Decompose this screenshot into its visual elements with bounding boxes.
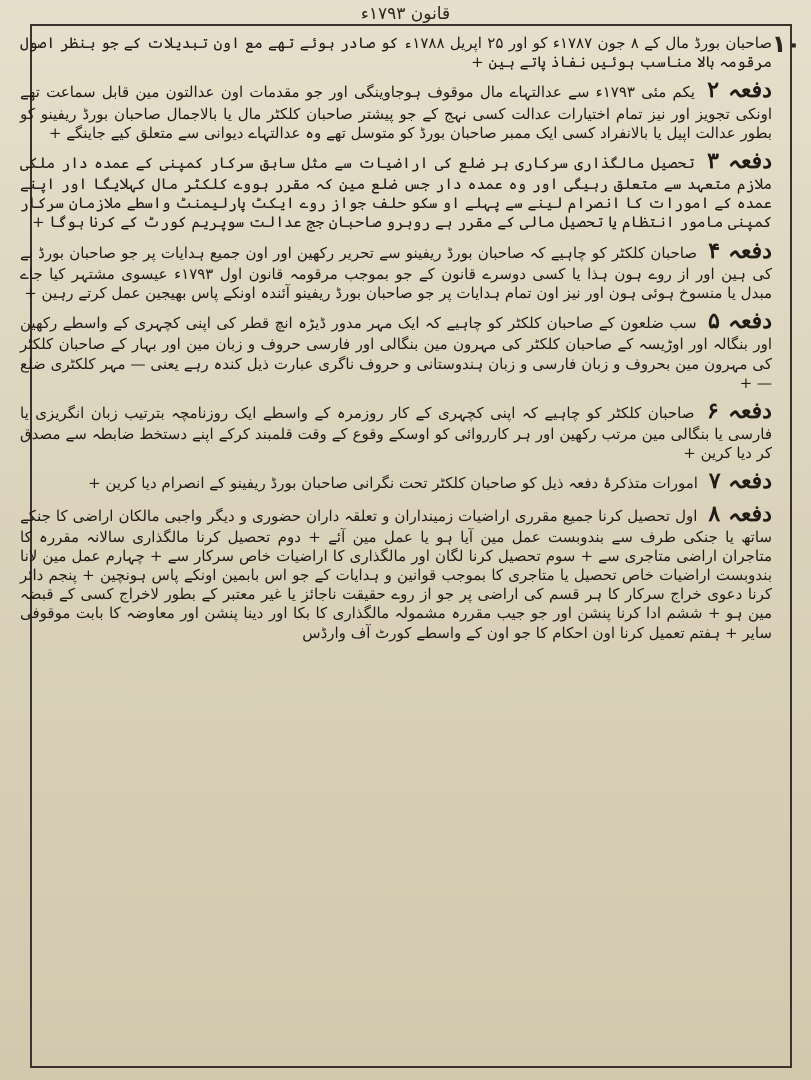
section-7 <box>20 467 772 495</box>
document-body <box>20 34 772 647</box>
section-text: امورات متذکرۂ دفعہ ذیل کو صاحبان کلکٹر تحت نگرانی صاحبان بورڈ ریفینو کے انصرام دیا کرین + <box>88 474 698 493</box>
section-label: دفعہ ۶ <box>706 397 772 424</box>
section-4 <box>20 237 772 304</box>
section-label: دفعہ ۵ <box>708 308 772 335</box>
section-2 <box>20 76 772 143</box>
section-text: تحصیل مالگذاری سرکاری ہر ضلع کی اراضیات سے مثل سابق سرکار کمپنی کے عمدہ دار ملکی ملازم متعہد سے متعلق رہیگی اور وہ عمدہ دار جس ضلع مین کہ مقرر ہووے کلکٹر مال کہلایگا اور اپنے عمدہ کے امورات کا انصرام لینے سے پہلے او سکو حلف جواز روے ایکٹ پارلیمنٹ واسطے ملازمان سرکار کمپنی مامور انتظام یا تحصیل مالی کے مقرر ہے روبرو صاحبان جج عدالت سوپریم کورٹ کے کرنا ہوگا + <box>20 153 772 232</box>
section-text: صاحبان کلکٹر کو چاہیے کہ صاحبان بورڈ ریفینو سے تحریر رکھین اور اون جمیع ہدایات پر جو صاحبان بورڈ نے کی ہین اور از روے ہون ہذا یا کسی دوسرے قانون کے جو بموجب مرقومہ قانون اول ۱۷۹۳ء عیسوی مشتہر کیا جاے مبدل یا منسوخ ہوئی ہون اور نیز اون تمام ہدایات پر جو صاحبان بورڈ ریفینو آئندہ اونکے پاس بھیجین عمل کرتے رہین + <box>20 243 772 302</box>
section-label: دفعہ ۷ <box>708 468 772 495</box>
page-number: ۱۰ <box>771 30 801 58</box>
section-label: دفعہ ۴ <box>708 237 772 264</box>
paragraph-intro <box>20 34 772 72</box>
section-label: دفعہ ۲ <box>707 77 772 104</box>
section-6 <box>20 397 772 464</box>
section-label: دفعہ ۸ <box>708 500 772 527</box>
section-text: سب ضلعون کے صاحبان کلکٹر کو چاہیے کہ ایک مہر مدور ڈیڑہ انچ قطر کی اپنی کچہری کے واسطے رکھین اور بنگالہ اور اوڑیسہ کے صاحبان کلکٹر کی مہرون مین بنگالی اور فارسی حروف و زبان مین اور بہار کے صاحبان کلکٹر کی مہرون مین بحروف و زبان فارسی و زبان ہندوستانی و حروف ناگری عبارت ذیل کندہ رہے یعنی — مہر کلکٹری ضلع — + <box>20 314 772 392</box>
section-text: یکم مئی ۱۷۹۳ء سے عدالتہاے مال موقوف ہوجاوینگی اور جو مقدمات اون عدالتون مین قابل سماعت تھے اونکی تجویز اور نیز تمام اختیارات عدالت کسی نہج کے جو پیشتر صاحبان کلکٹر مال یا بالاجمال صاحبان بورڈ ریفینو کو بطور عدالت اپیل یا بالانفراد کسی ایک ممبر صاحبان بورڈ کو متوسل تھے وہ عدالتہاے دیوانی سے متعلق کیے جاینگے + <box>20 83 772 142</box>
section-label: دفعہ ۳ <box>707 147 772 174</box>
section-8 <box>20 500 772 643</box>
section-5 <box>20 307 772 393</box>
page-header-title: قانون ۱۷۹۳ء <box>360 4 451 24</box>
section-3 <box>20 147 772 233</box>
paragraph-text: صاحبان بورڈ مال کے ۸ جون ۱۷۸۷ء کو اور ۲۵ اپریل ۱۷۸۸ء کو صادر ہوئے تھے مع اون تبدیلات کے جو بنظر اصول مرقومہ بالا مناسب ہوئیں نفاذ پاتے ہین + <box>20 34 773 72</box>
section-text: صاحبان کلکٹر کو چاہیے کہ اپنی کچہری کے کار روزمرہ کے واسطے ایک روزنامچہ بترتیب زبان انگریزی یا فارسی یا بنگالی مین مرتب رکھین اور ہر کارروائی کو اوسکے وقوع کے وقت قلمبند کرکے اپنے دستخط ضابطہ سے مصدق کر دیا کرین + <box>20 403 772 463</box>
section-text: اول تحصیل کرنا جمیع مقرری اراضیات زمینداران و تعلقہ داران حضوری و دیگر واجبی مالکان اراضی کا جنکے ساتھ یا جنکی طرف سے بندوبست عمل مین آیا ہو یا عمل مین آئے + دوم تحصیل کرنا مالگذاری سالانہ مقررہ کا متاجران اراضی متاجری سے + سوم تحصیل کرنا لگان اور مالگذاری کا اراضیات خاص سرکار سے + چہارم عمل مین لانا بندوبست اراضیات خاص تحصیل یا متاجری کا بموجب قوانین و ہدایات کے جو اس بابمین اونکے پاس ہونچین + پنجم دائر کرنا دعوی خراج سرکار کا ہر قسم کی اراضی پر جو از روے حقیقت ناجائز یا غیر معتبر کے بطور لاخراج کسی کے قبضہ مین ہو + ششم ادا کرنا پنشن اور جو جیب مقررہ مشمولہ مالگذاری کا بکا اور دینا پنشن اور معاوضہ کا بابت موقوفی سایر + ہفتم تعمیل کرنا اون احکام کا جو اون کے واسطے کورٹ آف وارڈس <box>20 506 773 642</box>
